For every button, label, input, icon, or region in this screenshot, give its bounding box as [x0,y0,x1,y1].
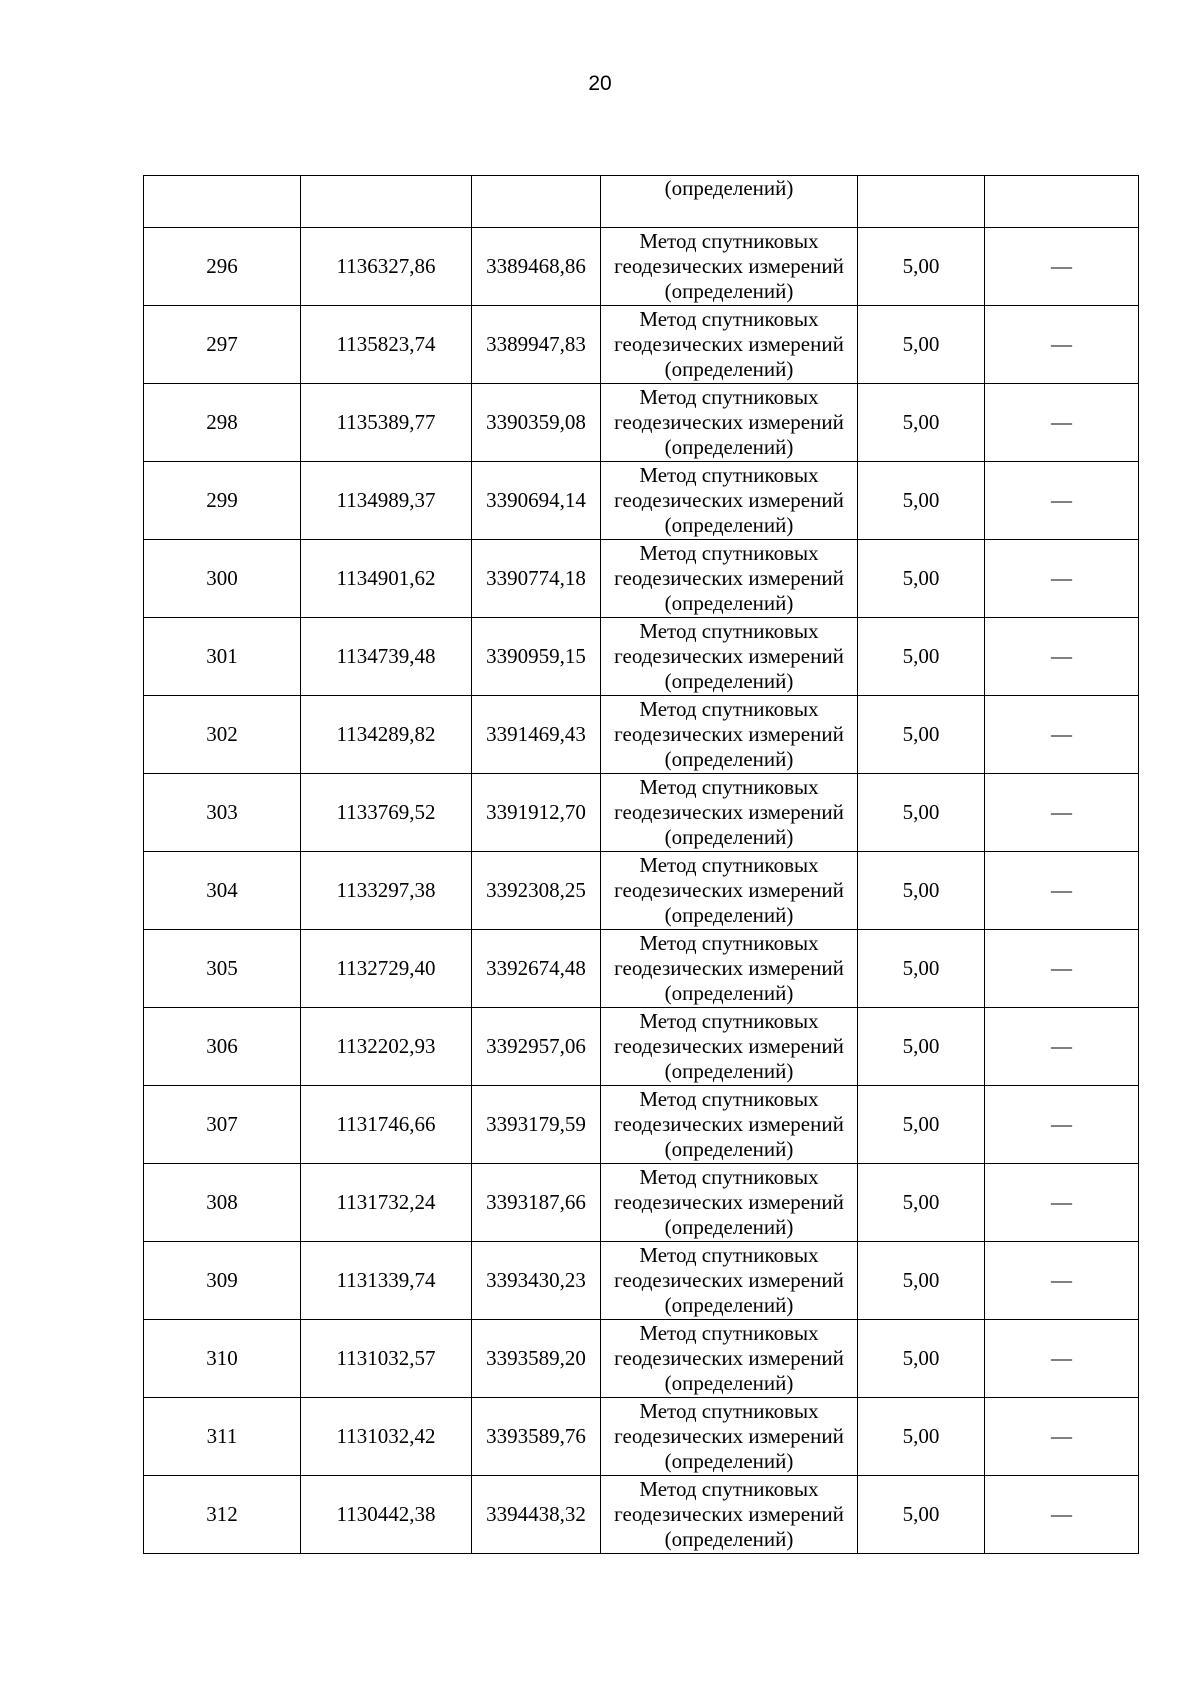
table-row [144,540,1139,618]
x-coordinate-cell: 1135389,77 [301,384,472,462]
accuracy-cell: 5,00 [858,306,985,384]
note-cell [985,696,1139,774]
x-coordinate-cell: 1134739,48 [301,618,472,696]
table-row [144,696,1139,774]
x-coordinate-cell: 1131339,74 [301,1242,472,1320]
method-cell [601,1086,858,1164]
method-line: Метод спутниковых [639,1321,819,1345]
method-line: (определений) [664,1059,794,1083]
method-cell [601,1164,858,1242]
method-cell [601,306,858,384]
method-line: (определений) [664,1527,794,1551]
method-line: геодезических измерений [614,878,844,902]
dash-mark: — [1051,254,1072,278]
method-line: геодезических измерений [614,1502,844,1526]
x-coordinate-cell: 1131746,66 [301,1086,472,1164]
x-coordinate-cell: 1130442,38 [301,1476,472,1554]
accuracy-cell: 5,00 [858,1476,985,1554]
y-coordinate-cell: 3393589,76 [472,1398,601,1476]
table-cell [985,176,1139,228]
point-number-cell: 304 [144,852,301,930]
method-line: Метод спутниковых [639,385,819,409]
point-number-cell: 301 [144,618,301,696]
method-line: Метод спутниковых [639,853,819,877]
method-line: (определений) [664,435,794,459]
accuracy-cell: 5,00 [858,1164,985,1242]
dash-mark: — [1051,410,1072,434]
method-cell [601,1242,858,1320]
accuracy-cell: 5,00 [858,930,985,1008]
method-line: Метод спутниковых [639,1399,819,1423]
method-line: геодезических измерений [614,254,844,278]
method-cell [601,1320,858,1398]
dash-mark: — [1051,1502,1072,1526]
point-number-cell: 312 [144,1476,301,1554]
x-coordinate-cell: 1134289,82 [301,696,472,774]
point-number-cell: 297 [144,306,301,384]
accuracy-cell: 5,00 [858,384,985,462]
point-number-cell: 306 [144,1008,301,1086]
method-cell [601,462,858,540]
table-cell [301,176,472,228]
table-row [144,1476,1139,1554]
dash-mark: — [1051,1346,1072,1370]
method-line: Метод спутниковых [639,1165,819,1189]
accuracy-cell: 5,00 [858,540,985,618]
method-line: (определений) [664,513,794,537]
point-number-cell: 305 [144,930,301,1008]
x-coordinate-cell: 1133297,38 [301,852,472,930]
point-number-cell: 309 [144,1242,301,1320]
method-line: (определений) [664,357,794,381]
y-coordinate-cell: 3392674,48 [472,930,601,1008]
table-cell [144,176,301,228]
table-row [144,618,1139,696]
accuracy-cell: 5,00 [858,1008,985,1086]
accuracy-cell: 5,00 [858,696,985,774]
accuracy-cell: 5,00 [858,618,985,696]
method-line: Метод спутниковых [639,229,819,253]
y-coordinate-cell: 3392308,25 [472,852,601,930]
note-cell [985,384,1139,462]
method-line: геодезических измерений [614,1190,844,1214]
note-cell [985,774,1139,852]
table-row [144,1242,1139,1320]
method-line: Метод спутниковых [639,1243,819,1267]
y-coordinate-cell: 3391469,43 [472,696,601,774]
method-cell [601,696,858,774]
method-cell [601,1476,858,1554]
method-line: (определений) [664,981,794,1005]
method-cell [601,1008,858,1086]
method-line: геодезических измерений [614,488,844,512]
method-line: геодезических измерений [614,332,844,356]
x-coordinate-cell: 1132729,40 [301,930,472,1008]
method-line: Метод спутниковых [639,697,819,721]
table-row [144,384,1139,462]
continuation-row [144,176,1139,228]
table-row [144,774,1139,852]
point-number-cell: 311 [144,1398,301,1476]
point-number-cell: 310 [144,1320,301,1398]
accuracy-cell: 5,00 [858,1398,985,1476]
coordinates-table [143,175,1139,1554]
point-number-cell: 298 [144,384,301,462]
method-line: Метод спутниковых [639,1009,819,1033]
y-coordinate-cell: 3390959,15 [472,618,601,696]
method-line: геодезических измерений [614,644,844,668]
method-line: Метод спутниковых [639,1477,819,1501]
y-coordinate-cell: 3393589,20 [472,1320,601,1398]
method-line: (определений) [664,1371,794,1395]
note-cell [985,1476,1139,1554]
x-coordinate-cell: 1135823,74 [301,306,472,384]
point-number-cell: 299 [144,462,301,540]
x-coordinate-cell: 1131732,24 [301,1164,472,1242]
x-coordinate-cell: 1134989,37 [301,462,472,540]
method-line: геодезических измерений [614,800,844,824]
dash-mark: — [1051,1112,1072,1136]
method-cell [601,930,858,1008]
method-cell [601,618,858,696]
point-number-cell: 307 [144,1086,301,1164]
note-cell [985,1242,1139,1320]
note-cell [985,852,1139,930]
x-coordinate-cell: 1136327,86 [301,228,472,306]
dash-mark: — [1051,1034,1072,1058]
y-coordinate-cell: 3392957,06 [472,1008,601,1086]
x-coordinate-cell: 1131032,42 [301,1398,472,1476]
y-coordinate-cell: 3390359,08 [472,384,601,462]
x-coordinate-cell: 1132202,93 [301,1008,472,1086]
table-cell [472,176,601,228]
note-cell [985,618,1139,696]
method-cell [601,774,858,852]
point-number-cell: 300 [144,540,301,618]
method-line: Метод спутниковых [639,307,819,331]
method-line: (определений) [664,1449,794,1473]
accuracy-cell: 5,00 [858,462,985,540]
dash-mark: — [1051,488,1072,512]
note-cell [985,462,1139,540]
method-line: (определений) [664,669,794,693]
method-cell [601,228,858,306]
method-line: Метод спутниковых [639,541,819,565]
method-line: (определений) [664,1293,794,1317]
method-line: Метод спутниковых [639,775,819,799]
y-coordinate-cell: 3389468,86 [472,228,601,306]
method-line: геодезических измерений [614,1268,844,1292]
method-line: геодезических измерений [614,1034,844,1058]
accuracy-cell: 5,00 [858,852,985,930]
method-line: (определений) [664,1137,794,1161]
table-row [144,228,1139,306]
dash-mark: — [1051,332,1072,356]
note-cell [985,930,1139,1008]
method-line: (определений) [664,1215,794,1239]
dash-mark: — [1051,956,1072,980]
table-row [144,930,1139,1008]
method-line: Метод спутниковых [639,619,819,643]
x-coordinate-cell: 1131032,57 [301,1320,472,1398]
method-line: геодезических измерений [614,1346,844,1370]
accuracy-cell: 5,00 [858,228,985,306]
accuracy-cell: 5,00 [858,1086,985,1164]
method-cell [601,852,858,930]
note-cell [985,1320,1139,1398]
note-cell [985,540,1139,618]
y-coordinate-cell: 3390694,14 [472,462,601,540]
dash-mark: — [1051,1190,1072,1214]
method-cell [601,540,858,618]
table-row [144,1008,1139,1086]
table-row [144,852,1139,930]
table-body [144,176,1139,1554]
table-row [144,1164,1139,1242]
method-line: (определений) [664,825,794,849]
table-row [144,1398,1139,1476]
note-cell [985,228,1139,306]
y-coordinate-cell: 3390774,18 [472,540,601,618]
accuracy-cell: 5,00 [858,774,985,852]
point-number-cell: 303 [144,774,301,852]
accuracy-cell: 5,00 [858,1242,985,1320]
y-coordinate-cell: 3393430,23 [472,1242,601,1320]
x-coordinate-cell: 1134901,62 [301,540,472,618]
dash-mark: — [1051,644,1072,668]
dash-mark: — [1051,800,1072,824]
y-coordinate-cell: 3391912,70 [472,774,601,852]
note-cell [985,1164,1139,1242]
table-row [144,1320,1139,1398]
table-row [144,306,1139,384]
method-line: геодезических измерений [614,1424,844,1448]
method-line: геодезических измерений [614,722,844,746]
note-cell [985,306,1139,384]
method-line: (определений) [664,903,794,927]
method-cell [601,1398,858,1476]
accuracy-cell: 5,00 [858,1320,985,1398]
x-coordinate-cell: 1133769,52 [301,774,472,852]
method-line: (определений) [664,747,794,771]
y-coordinate-cell: 3393179,59 [472,1086,601,1164]
point-number-cell: 296 [144,228,301,306]
y-coordinate-cell: 3389947,83 [472,306,601,384]
point-number-cell: 302 [144,696,301,774]
y-coordinate-cell: 3393187,66 [472,1164,601,1242]
method-line: геодезических измерений [614,1112,844,1136]
method-line: Метод спутниковых [639,931,819,955]
page-number: 20 [588,72,612,95]
dash-mark: — [1051,1268,1072,1292]
dash-mark: — [1051,1424,1072,1448]
dash-mark: — [1051,566,1072,590]
note-cell [985,1086,1139,1164]
method-line: геодезических измерений [614,956,844,980]
method-line: (определений) [664,591,794,615]
method-line: (определений) [664,279,794,303]
method-cell-continuation: (определений) [601,176,858,228]
method-line: геодезических измерений [614,566,844,590]
note-cell [985,1008,1139,1086]
method-cell [601,384,858,462]
table-cell [858,176,985,228]
method-line: Метод спутниковых [639,463,819,487]
dash-mark: — [1051,878,1072,902]
y-coordinate-cell: 3394438,32 [472,1476,601,1554]
note-cell [985,1398,1139,1476]
point-number-cell: 308 [144,1164,301,1242]
method-line: Метод спутниковых [639,1087,819,1111]
dash-mark: — [1051,722,1072,746]
method-line: геодезических измерений [614,410,844,434]
table-row [144,1086,1139,1164]
table-row [144,462,1139,540]
